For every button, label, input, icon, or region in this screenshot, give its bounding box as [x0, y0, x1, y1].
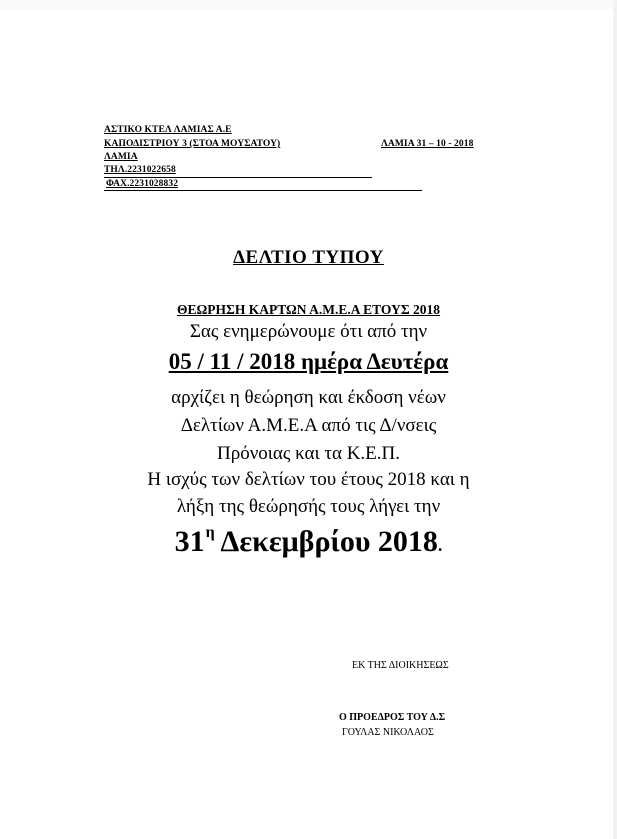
- deadline-period: .: [437, 535, 443, 555]
- fax-rule: [104, 190, 422, 191]
- body-line-6: Η ισχύς των δελτίων του έτους 2018 και η: [147, 469, 470, 490]
- company-phone: ΤΗΛ.2231022658: [104, 165, 176, 175]
- signer-name: ΓΟΥΛΑΣ ΝΙΚΟΛΑΟΣ: [342, 727, 434, 738]
- company-fax: ΦΑΧ.2231028832: [106, 179, 179, 189]
- company-name: ΑΣΤΙΚΟ ΚΤΕΛ ΛΑΜΙΑΣ Α.Ε: [104, 125, 232, 135]
- page-top-edge: [0, 0, 617, 10]
- press-release-subtitle: ΘΕΩΡΗΣΗ ΚΑΡΤΩΝ Α.Μ.Ε.Α ΕΤΟΥΣ 2018: [176, 302, 441, 317]
- phone-rule: [104, 177, 372, 178]
- start-date: 05 / 11 / 2018 ημέρα Δευτέρα: [168, 349, 449, 374]
- company-address: ΚΑΠΟΔΙΣΤΡΙΟΥ 3 (ΣΤΟΑ ΜΟΥΣΑΤΟΥ): [104, 139, 281, 149]
- issuer-line: ΕΚ ΤΗΣ ΔΙΟΙΚΗΣΕΩΣ: [352, 660, 449, 671]
- body-line-7: λήξη της θεώρησής τους λήγει την: [176, 496, 441, 517]
- body-line-5: Πρόνοιας και τα Κ.Ε.Π.: [217, 443, 400, 464]
- body-line-1: Σας ενημερώνουμε ότι από την: [189, 321, 428, 342]
- signer-role: Ο ΠΡΟΕΔΡΟΣ ΤΟΥ Δ.Σ: [339, 712, 446, 723]
- deadline-date: [0, 524, 617, 559]
- press-release-title: ΔΕΛΤΙΟ ΤΥΠΟΥ: [233, 247, 384, 268]
- body-line-4: Δελτίων Α.Μ.Ε.Α από τις Δ/νσεις: [180, 415, 437, 436]
- deadline-day: 31: [174, 525, 205, 558]
- company-city: ΛΑΜΙΑ: [104, 152, 138, 162]
- deadline-month-year: Δεκεμβρίου 2018: [214, 525, 438, 558]
- place-date: ΛΑΜΙΑ 31 – 10 - 2018: [381, 139, 474, 149]
- body-line-3: αρχίζει η θεώρηση και έκδοση νέων: [171, 387, 446, 408]
- deadline-ordinal: η: [205, 524, 215, 541]
